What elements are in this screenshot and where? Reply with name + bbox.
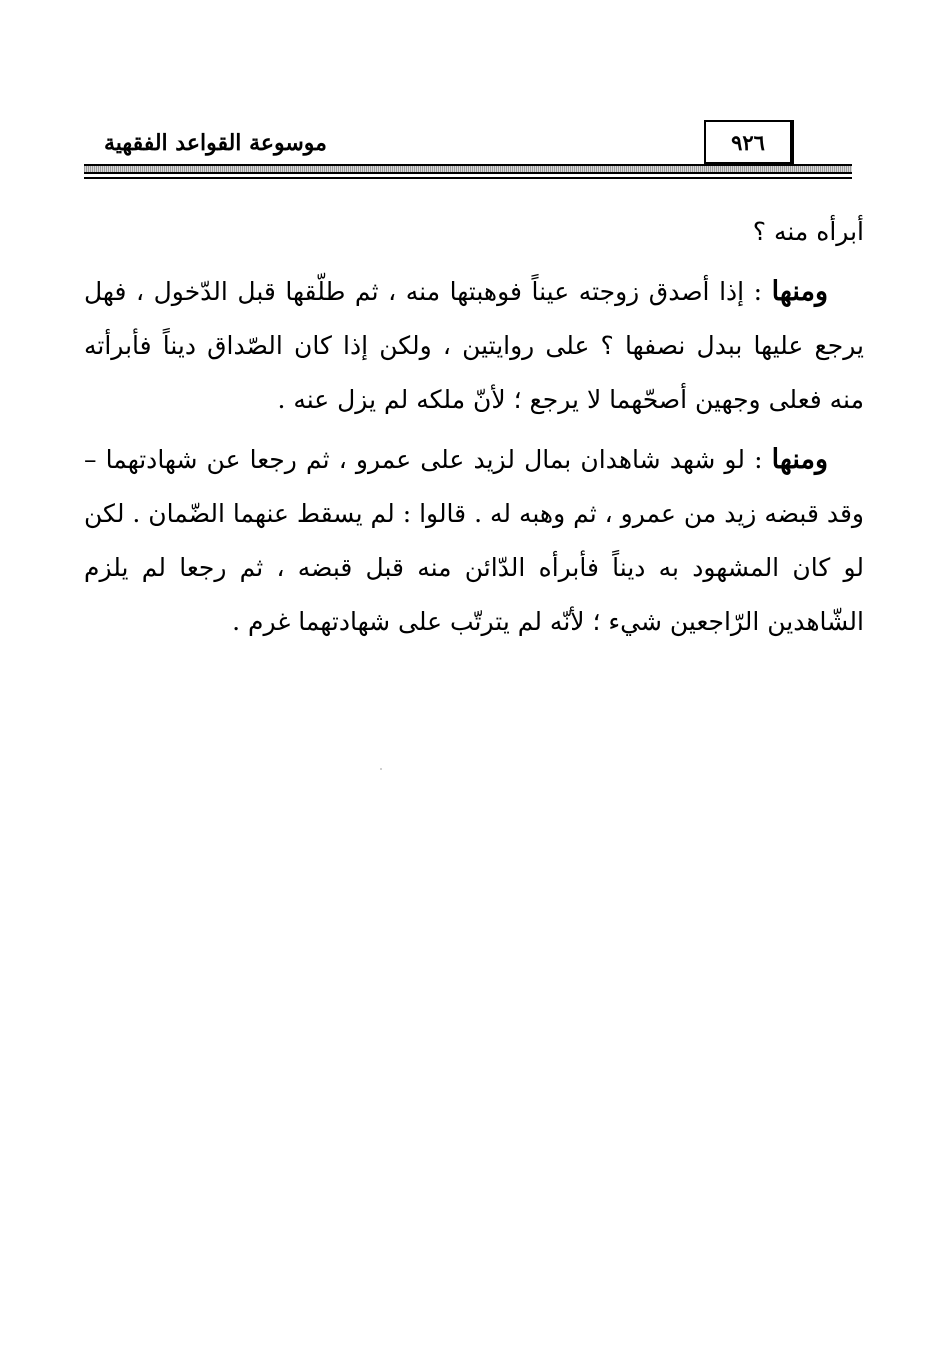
- paragraph: [84, 433, 864, 649]
- paragraph: [84, 265, 864, 427]
- paragraph-lead-word: ومنها: [771, 276, 828, 307]
- paragraph-text: : لو شهد شاهدان بمال لزيد على عمرو ، ثم رجعا عن شهادتهما – وقد قبضه زيد من عمرو ، ثم وهبه له . قالوا : لم يسقط عنهما الضّمان . لكن لو كان المشهود به ديناً فأبرأه الدّائن منه قبل قبضه ، ثم رجعا لم يلزم الشّاهدين الرّاجعين شيء ؛ لأنّه لم يترتّب على شهادتهما غرم .: [84, 445, 864, 636]
- paragraph-lead-word: ومنها: [771, 444, 828, 475]
- paragraph-text: : إذا أصدق زوجته عيناً فوهبتها منه ، ثم طلّقها قبل الدّخول ، فهل يرجع عليها ببدل نصفها ؟ على روايتين ، ولكن إذا كان الصّداق ديناً فأبرأته منه فعلى وجهين أصحّهما لا يرجع ؛ لأنّ ملكه لم يزل عنه .: [84, 277, 864, 414]
- header-rule-thin: [84, 177, 852, 179]
- header-rule: [84, 164, 852, 174]
- paragraph-text: أبرأه منه ؟: [752, 217, 864, 246]
- scan-speck: [380, 768, 382, 770]
- paragraph-continuation: [84, 205, 864, 259]
- page-header: [84, 112, 852, 184]
- page-number: ٩٢٦: [731, 129, 765, 155]
- running-title: موسوعة القواعد الفقهية: [104, 130, 327, 156]
- body-text: [84, 205, 864, 649]
- page-number-box: [704, 120, 792, 164]
